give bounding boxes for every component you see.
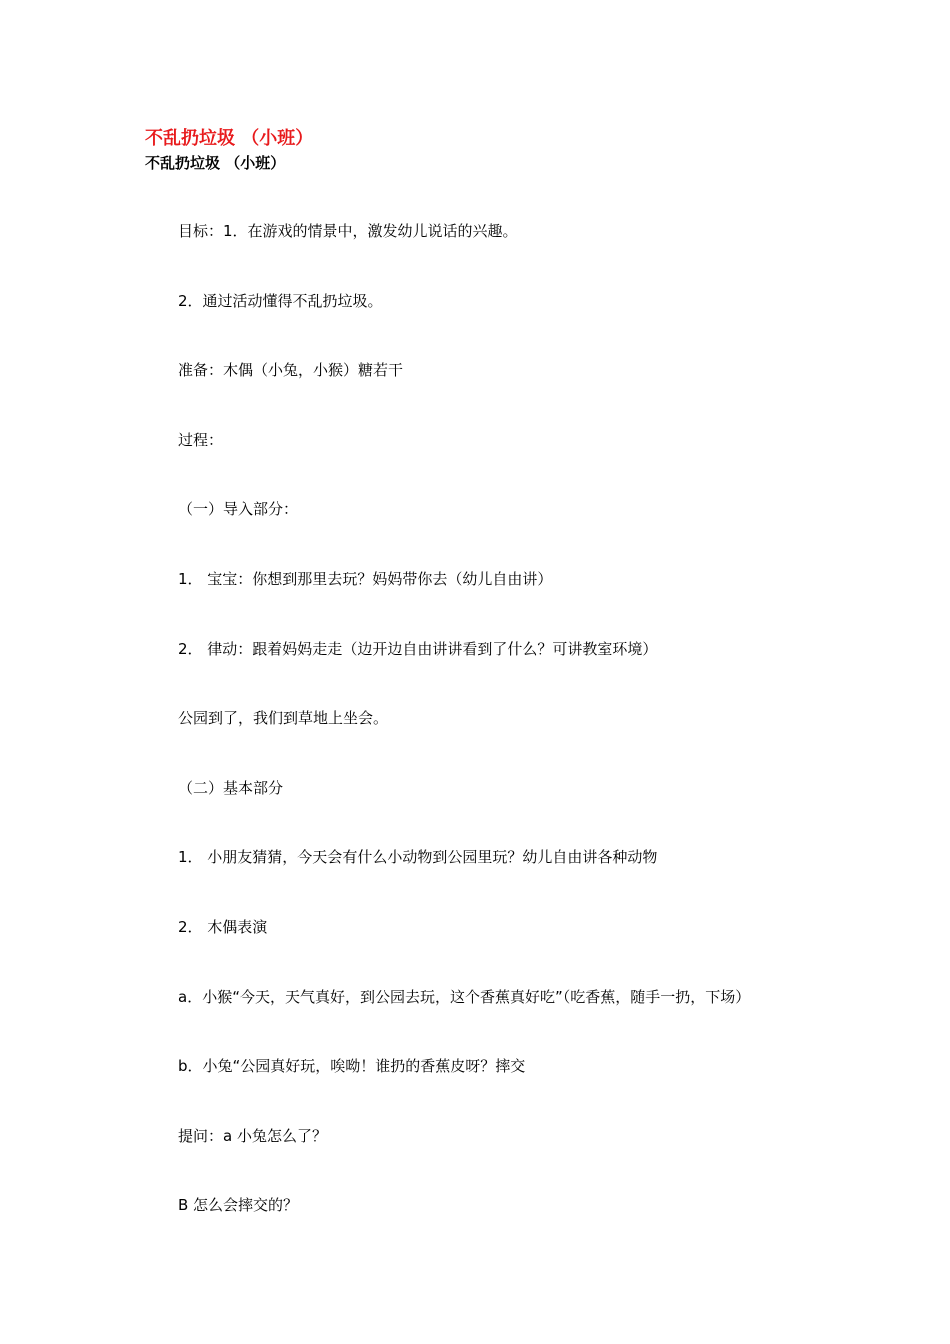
section-one-item-2: 2． 律动：跟着妈妈走走（边开边自由讲讲看到了什么？可讲教室环境） xyxy=(178,639,658,658)
park-arrival-line: 公园到了，我们到草地上坐会。 xyxy=(178,709,389,728)
puppet-line-b: b．小兔“公园真好玩，唉呦！谁扔的香蕉皮呀？摔交 xyxy=(178,1057,526,1076)
section-two-item-1: 1． 小朋友猜猜，今天会有什么小动物到公园里玩？幼儿自由讲各种动物 xyxy=(178,848,658,867)
process-heading: 过程： xyxy=(178,430,224,449)
section-two-heading: （二）基本部分 xyxy=(178,778,284,797)
question-line-b: B 怎么会摔交的？ xyxy=(178,1196,299,1215)
section-two-item-2: 2． 木偶表演 xyxy=(178,917,268,936)
question-line-a: 提问：a 小兔怎么了？ xyxy=(178,1126,327,1145)
puppet-line-a: a．小猴“今天，天气真好，到公园去玩，这个香蕉真好吃”（吃香蕉，随手一扔，下场） xyxy=(178,987,751,1006)
document-title: 不乱扔垃圾 （小班） xyxy=(145,128,314,149)
section-one-heading: （一）导入部分： xyxy=(178,500,299,519)
preparation-line: 准备：木偶（小兔，小猴）糖若干 xyxy=(178,361,404,380)
document-subtitle: 不乱扔垃圾 （小班） xyxy=(145,154,286,172)
section-one-item-1: 1． 宝宝：你想到那里去玩？妈妈带你去（幼儿自由讲） xyxy=(178,569,553,588)
goal-line-2: 2．通过活动懂得不乱扔垃圾。 xyxy=(178,291,383,310)
document-body xyxy=(178,220,878,1264)
goal-line-1: 目标：1．在游戏的情景中，激发幼儿说话的兴趣。 xyxy=(178,222,518,240)
